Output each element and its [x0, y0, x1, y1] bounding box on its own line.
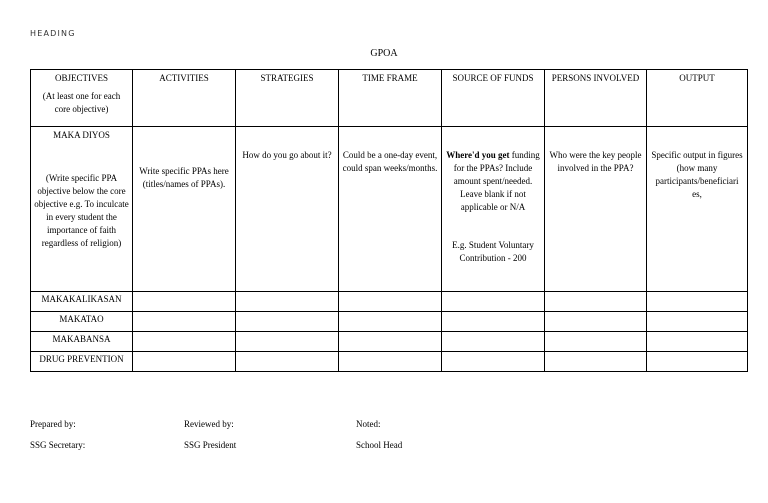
objectives-note: (At least one for each core objective) [42, 91, 121, 114]
table-row [31, 312, 748, 332]
reviewed-by-role: SSG President [184, 440, 237, 450]
gpoa-table [30, 69, 748, 372]
prepared-by-label: Prepared by: [30, 419, 76, 429]
column-header-objectives: OBJECTIVES (At least one for each core objective) [31, 70, 133, 127]
funds-example: E.g. Student Voluntary Contribution - 200 [452, 240, 534, 263]
table-row [31, 292, 748, 312]
column-header-persons-involved: PERSONS INVOLVED [545, 70, 647, 127]
column-header-output: OUTPUT [647, 70, 748, 127]
column-header-activities: ACTIVITIES [133, 70, 236, 127]
objective-cell: MAKABANSA [31, 332, 133, 352]
time-frame-cell: Could be a one-day event, could span weeks/months. [339, 127, 442, 292]
objective-title: MAKA DIYOS [53, 130, 110, 140]
objective-cell: MAKAKALIKASAN [31, 292, 133, 312]
output-cell: Specific output in figures (how many participants/beneficiari es, [647, 127, 748, 292]
column-header-source-of-funds: SOURCE OF FUNDS [442, 70, 545, 127]
table-row [31, 332, 748, 352]
objective-cell: DRUG PREVENTION [31, 352, 133, 372]
column-header-time-frame: TIME FRAME [339, 70, 442, 127]
activities-cell: Write specific PPAs here (titles/names of PPAs). [133, 127, 236, 292]
noted-label: Noted: [356, 419, 381, 429]
funds-bold-text: Where'd you get [446, 150, 510, 160]
persons-involved-cell: Who were the key people involved in the PPA? [545, 127, 647, 292]
noted-role: School Head [356, 440, 403, 450]
source-of-funds-cell: Where'd you get funding for the PPAs? Include amount spent/needed. Leave blank if not applicable or N/A E.g. Student Voluntary Contribution - 200 [442, 127, 545, 292]
column-header-strategies: STRATEGIES [236, 70, 339, 127]
table-header-row [31, 70, 748, 127]
reviewed-by-label: Reviewed by: [184, 419, 234, 429]
prepared-by-role: SSG Secretary: [30, 440, 86, 450]
table-row [31, 127, 748, 292]
objective-cell [31, 127, 133, 292]
document-title: GPOA [370, 48, 398, 59]
objective-description: (Write specific PPA objective below the core objective e.g. To inculcate in every student the importance of faith regardless of religion) [34, 173, 129, 248]
table-row [31, 352, 748, 372]
document-heading: HEADING [30, 29, 76, 38]
objective-cell: MAKATAO [31, 312, 133, 332]
strategies-cell: How do you go about it? [236, 127, 339, 292]
